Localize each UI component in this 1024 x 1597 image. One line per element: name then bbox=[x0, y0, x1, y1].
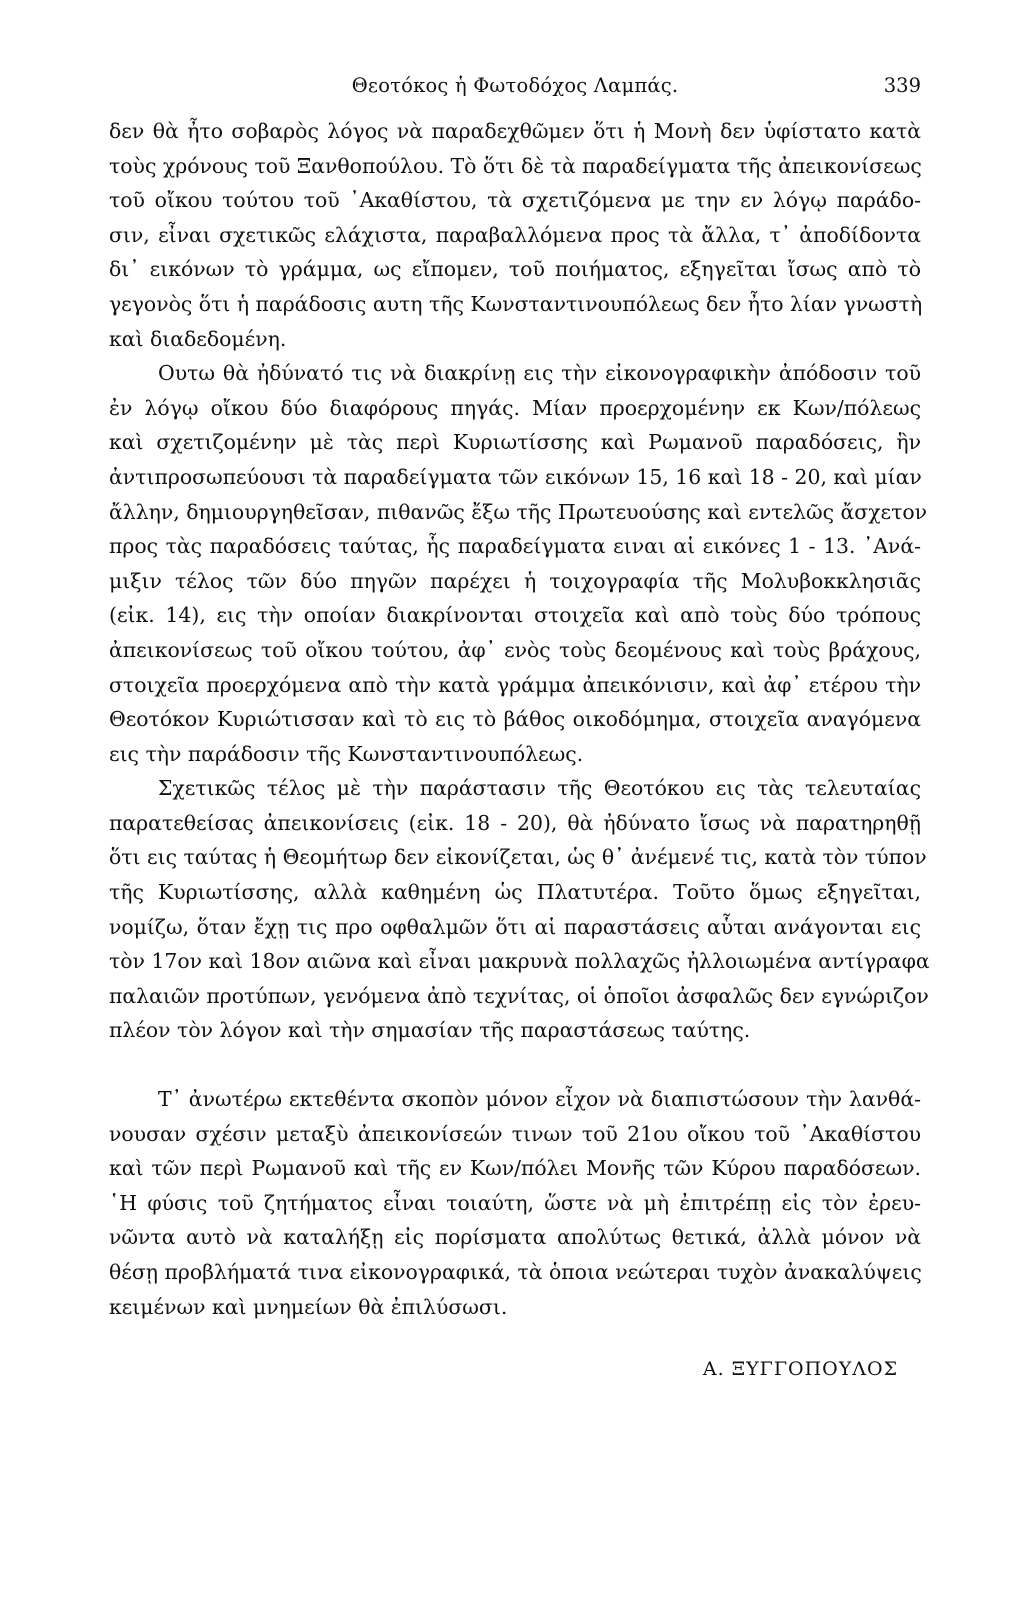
paragraph-gap bbox=[109, 1048, 921, 1082]
text-line: τὸν 17ον καὶ 18ον αιῶνα καὶ εἶναι μακρυνὰ πολλαχῶς ἠλλοιωμένα αντίγραφα bbox=[109, 949, 930, 974]
text-line: Σχετικῶς τέλος μὲ τὴν παράστασιν τῆς Θεοτόκου εις τὰς τελευταίας bbox=[158, 776, 921, 801]
text-line: (εἰκ. 14), εις τὴν οποίαν διακρίνονται στοιχεῖα καὶ απὸ τοὺς δύο τρόπους bbox=[109, 603, 921, 628]
text-line: κειμένων καὶ μνημείων θὰ ἐπιλύσωσι. bbox=[109, 1294, 508, 1319]
paragraph-1 bbox=[109, 114, 921, 356]
text-line: γεγονὸς ὅτι ἡ παράδοσις αυτη τῆς Κωνσταντινουπόλεως δεν ἦτο λίαν γνωστὴ bbox=[109, 291, 923, 316]
text-line: εις τὴν παράδοσιν τῆς Κωνσταντινουπόλεως. bbox=[109, 741, 584, 766]
page-number: 339 bbox=[883, 74, 921, 97]
author-signature: Α. ΞΥΓΓΟΠΟΥΛΟΣ bbox=[702, 1358, 898, 1381]
text-line: ἄλλην, δημιουργηθεῖσαν, πιθανῶς ἔξω τῆς Πρωτευούσης καὶ εντελῶς ἄσχετον bbox=[109, 499, 928, 524]
text-line: ὅτι εις ταύτας ἡ Θεομήτωρ δεν εἰκονίζεται, ὡς θ᾿ ἀνέμενέ τις, κατὰ τὸν τύπον bbox=[109, 845, 927, 870]
text-line: μιξιν τέλος τῶν δύο πηγῶν παρέχει ἡ τοιχογραφία τῆς Μολυβοκκλησιᾶς bbox=[109, 568, 921, 593]
paragraph-4 bbox=[109, 1082, 921, 1324]
paragraph-3 bbox=[109, 771, 930, 1048]
text-line: καὶ διαδεδομένη. bbox=[109, 326, 287, 351]
text-line: προς τὰς παραδόσεις ταύτας, ἧς παραδείγματα ειναι αἱ εικόνες 1 - 13. ᾿Ανά- bbox=[109, 534, 921, 559]
text-line: ῾Η φύσις τοῦ ζητήματος εἶναι τοιαύτη, ὥστε νὰ μὴ ἐπιτρέπῃ εἰς τὸν ἐρευ- bbox=[109, 1190, 921, 1215]
text-line: νουσαν σχέσιν μεταξὺ ἀπεικονίσεών τινων τοῦ 21ου οἴκου τοῦ ᾿Ακαθίστου bbox=[109, 1121, 921, 1146]
text-line: τοῦ οἴκου τούτου τοῦ ᾿Ακαθίστου, τὰ σχετιζόμενα με την εν λόγῳ παράδο- bbox=[109, 188, 921, 213]
text-line: Θεοτόκον Κυριώτισσαν καὶ τὸ εις τὸ βάθος οικοδόμημα, στοιχεῖα αναγόμενα bbox=[109, 707, 921, 732]
text-line: θέσῃ προβλήματά τινα εἰκονογραφικά, τὰ ὁποια νεώτεραι τυχὸν ἀνακαλύψεις bbox=[109, 1260, 922, 1284]
text-line: τῆς Κυριωτίσσης, αλλὰ καθημένη ὡς Πλατυτέρα. Τοῦτο ὅμως εξηγεῖται, bbox=[109, 880, 921, 905]
body-text bbox=[109, 114, 930, 1324]
text-line: καὶ τῶν περὶ Ρωμανοῦ καὶ τῆς εν Κων/πόλει Μονῆς τῶν Κύρου παραδόσεων. bbox=[109, 1156, 921, 1181]
text-line: σιν, εἶναι σχετικῶς ελάχιστα, παραβαλλόμενα προς τὰ ἄλλα, τ᾿ ἀποδίδοντα bbox=[109, 222, 921, 247]
paragraph-2 bbox=[109, 356, 928, 771]
text-line: ἀντιπροσωπεύουσι τὰ παραδείγματα τῶν εικόνων 15, 16 καὶ 18 - 20, καὶ μίαν bbox=[109, 464, 922, 489]
text-line: παλαιῶν προτύπων, γενόμενα ἀπὸ τεχνίτας, οἱ ὁποῖοι ἀσφαλῶς δεν εγνώριζον bbox=[109, 983, 929, 1008]
text-line: ἀπεικονίσεως τοῦ οἴκου τούτου, ἀφ᾿ ενὸς τοὺς δεομένους καὶ τοὺς βράχους, bbox=[109, 637, 921, 662]
text-line: τοὺς χρόνους τοῦ Ξανθοπούλου. Τὸ ὅτι δὲ τὰ παραδείγματα τῆς ἀπεικονίσεως bbox=[109, 153, 922, 178]
text-line: στοιχεῖα προερχόμενα απὸ τὴν κατὰ γράμμα ἀπεικόνισιν, καὶ ἀφ᾿ ετέρου τὴν bbox=[109, 672, 921, 697]
document-page bbox=[109, 58, 930, 1381]
text-line: Ουτω θὰ ἠδύνατό τις νὰ διακρίνῃ εις τὴν εἰκονογραφικὴν ἀπόδοσιν τοῦ bbox=[158, 361, 921, 386]
text-line: δεν θὰ ἦτο σοβαρὸς λόγος νὰ παραδεχθῶμεν ὅτι ἡ Μονὴ δεν ὑφίστατο κατὰ bbox=[109, 119, 921, 143]
running-title: Θεοτόκος ἡ Φωτοδόχος Λαμπάς. bbox=[351, 74, 679, 97]
text-line: ἐν λόγῳ οἴκου δύο διαφόρους πηγάς. Μίαν προερχομένην εκ Κων/πόλεως bbox=[109, 395, 921, 420]
text-line: παρατεθείσας ἀπεικονίσεις (εἰκ. 18 - 20), θὰ ἠδύνατο ἴσως νὰ παρατηρηθῇ bbox=[109, 810, 921, 835]
text-line: πλέον τὸν λόγον καὶ τὴν σημασίαν τῆς παραστάσεως ταύτης. bbox=[109, 1018, 751, 1043]
text-line: νομίζω, ὅταν ἔχῃ τις προ οφθαλμῶν ὅτι αἱ παραστάσεις αὗται ανάγονται εις bbox=[109, 914, 921, 939]
text-line: δι᾿ εικόνων τὸ γράμμα, ως εἴπομεν, τοῦ ποιήματος, εξηγεῖται ἴσως απὸ τὸ bbox=[109, 257, 921, 282]
text-line: καὶ σχετιζομένην μὲ τὰς περὶ Κυριωτίσσης καὶ Ρωμανοῦ παραδόσεις, ἣν bbox=[109, 430, 921, 455]
page-header bbox=[109, 58, 921, 114]
text-line: νῶντα αυτὸ νὰ καταλήξῃ εἰς πορίσματα απολύτως θετικά, ἀλλὰ μόνον νὰ bbox=[109, 1225, 921, 1250]
text-line: Τ᾿ ἀνωτέρω εκτεθέντα σκοπὸν μόνον εἶχον νὰ διαπιστώσουν τὴν λανθά- bbox=[158, 1087, 921, 1112]
